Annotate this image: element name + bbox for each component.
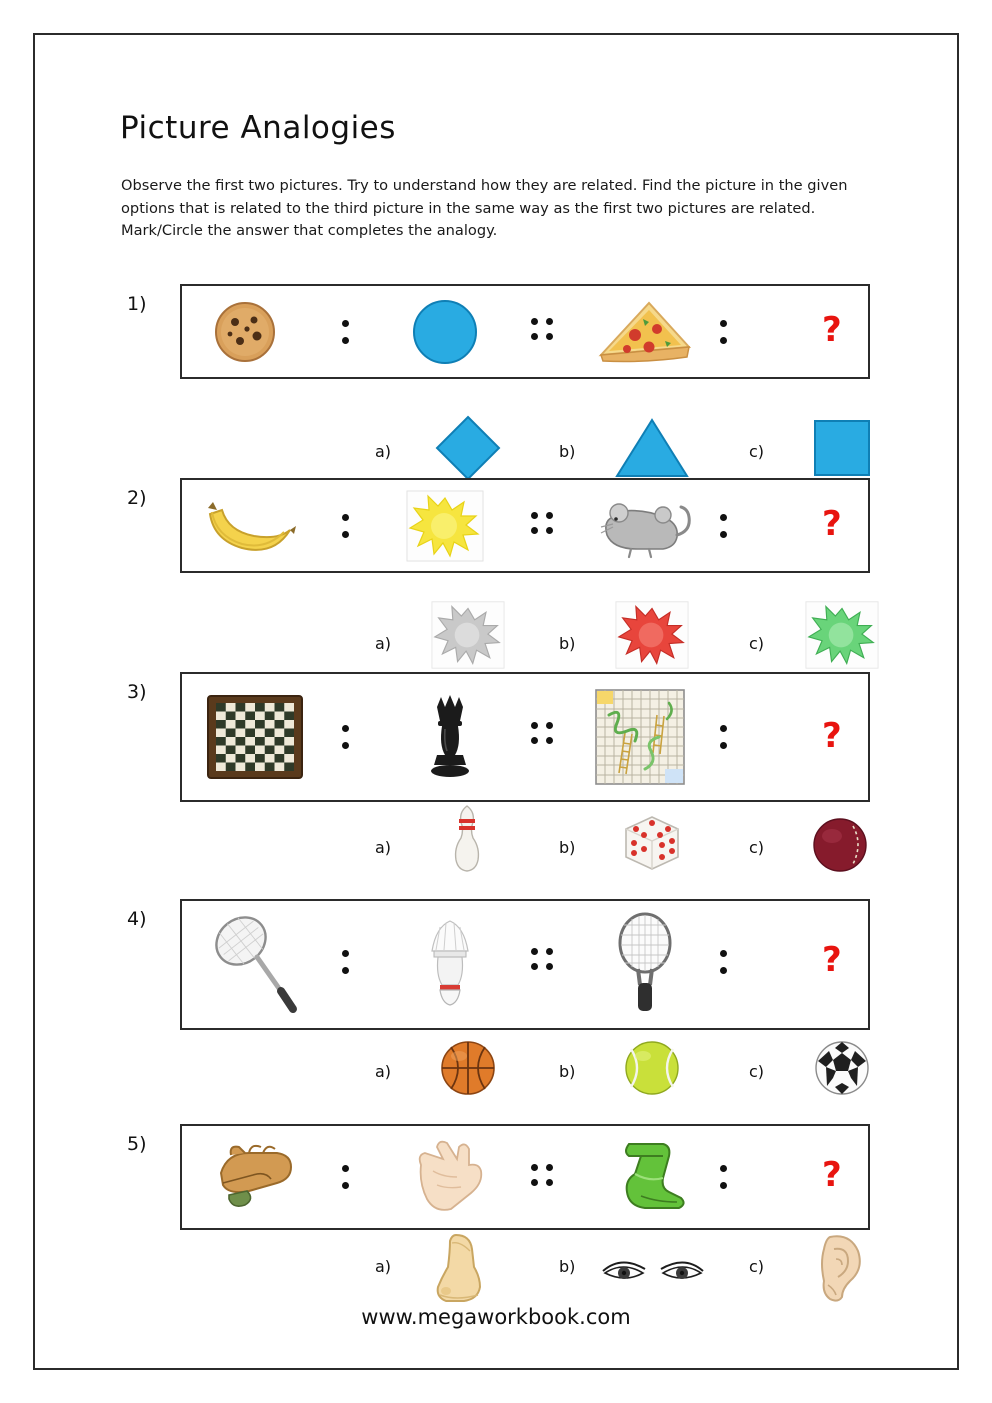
ratio-colon <box>713 940 733 984</box>
option-label-a: a) <box>375 634 392 653</box>
option-a-basketball-icon[interactable] <box>413 1037 523 1099</box>
option-b-dice-icon[interactable] <box>597 810 707 876</box>
prompt-image-hand-icon <box>400 1133 500 1221</box>
ratio-colon <box>335 940 355 984</box>
dot <box>342 514 349 521</box>
dot <box>342 1182 349 1189</box>
option-label-c: c) <box>749 1062 765 1081</box>
proportion-dots <box>525 307 559 351</box>
prompt-image-badminton-racket-icon <box>195 907 315 1019</box>
option-label-b: b) <box>559 1257 576 1276</box>
option-label-a: a) <box>375 838 392 857</box>
option-label-c: c) <box>749 838 765 857</box>
dot <box>546 512 553 519</box>
answer-placeholder: ? <box>822 1155 842 1195</box>
dot <box>531 512 538 519</box>
ratio-colon <box>335 1155 355 1199</box>
dot <box>720 531 727 538</box>
dot <box>531 1179 538 1186</box>
option-label-a: a) <box>375 1062 392 1081</box>
ratio-colon <box>335 715 355 759</box>
option-a-bowling-pin-icon[interactable] <box>417 803 517 875</box>
prompt-image-chess-board-icon <box>195 687 315 787</box>
option-c-blue-square-icon[interactable] <box>787 416 897 480</box>
problem-number: 1) <box>127 293 147 315</box>
dot <box>531 948 538 955</box>
dot <box>342 531 349 538</box>
dot <box>720 950 727 957</box>
option-label-a: a) <box>375 442 392 461</box>
worksheet-page <box>33 33 959 1370</box>
option-b-blue-triangle-icon[interactable] <box>597 416 707 480</box>
footer-url: www.megaworkbook.com <box>361 1305 631 1329</box>
option-label-a: a) <box>375 1257 392 1276</box>
option-label-c: c) <box>749 442 765 461</box>
proportion-dots <box>525 937 559 981</box>
ratio-colon <box>713 310 733 354</box>
dot <box>546 722 553 729</box>
answer-placeholder: ? <box>822 504 842 544</box>
dot <box>720 1182 727 1189</box>
option-c-green-paint-splat-icon[interactable] <box>787 596 897 674</box>
option-label-c: c) <box>749 1257 765 1276</box>
problem-number: 5) <box>127 1133 147 1155</box>
prompt-image-glove-icon <box>195 1133 315 1221</box>
ratio-colon <box>713 504 733 548</box>
dot <box>531 722 538 729</box>
instructions-text: Observe the first two pictures. Try to understand how they are related. Find the picture in the given options that is related to the third picture in the same way as the first two pictures are related. Mark/Circle the answer that completes the analogy. <box>121 177 848 240</box>
dot <box>546 737 553 744</box>
dot <box>531 737 538 744</box>
dot <box>531 527 538 534</box>
dot <box>546 948 553 955</box>
answer-placeholder: ? <box>822 716 842 756</box>
dot <box>342 337 349 344</box>
option-a-grey-paint-splat-icon[interactable] <box>413 596 523 674</box>
prompt-image-blue-circle-icon <box>390 293 500 371</box>
ratio-colon <box>713 1155 733 1199</box>
prompt-image-shuttlecock-icon <box>400 907 500 1019</box>
prompt-image-sock-icon <box>585 1133 705 1221</box>
option-label-b: b) <box>559 838 576 857</box>
option-b-eyes-icon[interactable] <box>595 1243 710 1295</box>
option-label-b: b) <box>559 1062 576 1081</box>
dot <box>342 742 349 749</box>
dot <box>720 725 727 732</box>
dot <box>342 725 349 732</box>
dot <box>342 320 349 327</box>
dot <box>720 320 727 327</box>
answer-placeholder: ? <box>822 310 842 350</box>
dot <box>546 527 553 534</box>
dot <box>342 1165 349 1172</box>
option-b-tennis-ball-icon[interactable] <box>597 1037 707 1099</box>
dot <box>720 742 727 749</box>
prompt-image-yellow-paint-splat-icon <box>390 487 500 565</box>
dot <box>546 333 553 340</box>
prompt-image-tennis-racket-icon <box>590 907 700 1019</box>
dot <box>546 963 553 970</box>
prompt-image-cookie-icon <box>195 293 295 371</box>
dot <box>342 950 349 957</box>
problem-number: 3) <box>127 681 147 703</box>
option-a-blue-diamond-icon[interactable] <box>413 416 523 480</box>
option-b-red-paint-splat-icon[interactable] <box>597 596 707 674</box>
dot <box>531 333 538 340</box>
dot <box>720 967 727 974</box>
option-c-cricket-ball-icon[interactable] <box>790 815 890 875</box>
ratio-colon <box>713 715 733 759</box>
ratio-colon <box>335 310 355 354</box>
dot <box>546 318 553 325</box>
dot <box>720 514 727 521</box>
dot <box>531 963 538 970</box>
prompt-image-grey-mouse-icon <box>585 487 705 565</box>
option-label-b: b) <box>559 442 576 461</box>
dot <box>720 1165 727 1172</box>
dot <box>342 967 349 974</box>
proportion-dots <box>525 1153 559 1197</box>
option-label-b: b) <box>559 634 576 653</box>
option-c-soccer-ball-icon[interactable] <box>787 1037 897 1099</box>
page-title: Picture Analogies <box>120 110 396 146</box>
option-c-ear-icon[interactable] <box>790 1231 890 1307</box>
dot <box>531 318 538 325</box>
prompt-image-snakes-and-ladders-board-icon <box>580 685 700 789</box>
dot <box>720 337 727 344</box>
proportion-dots <box>525 711 559 755</box>
answer-placeholder: ? <box>822 940 842 980</box>
prompt-image-pizza-slice-icon <box>585 293 705 371</box>
prompt-image-chess-queen-icon <box>405 687 495 787</box>
problem-number: 2) <box>127 487 147 509</box>
dot <box>531 1164 538 1171</box>
proportion-dots <box>525 501 559 545</box>
option-label-c: c) <box>749 634 765 653</box>
ratio-colon <box>335 504 355 548</box>
prompt-image-banana-icon <box>195 487 305 565</box>
dot <box>546 1164 553 1171</box>
problem-number: 4) <box>127 908 147 930</box>
dot <box>546 1179 553 1186</box>
option-a-foot-icon[interactable] <box>407 1231 517 1307</box>
